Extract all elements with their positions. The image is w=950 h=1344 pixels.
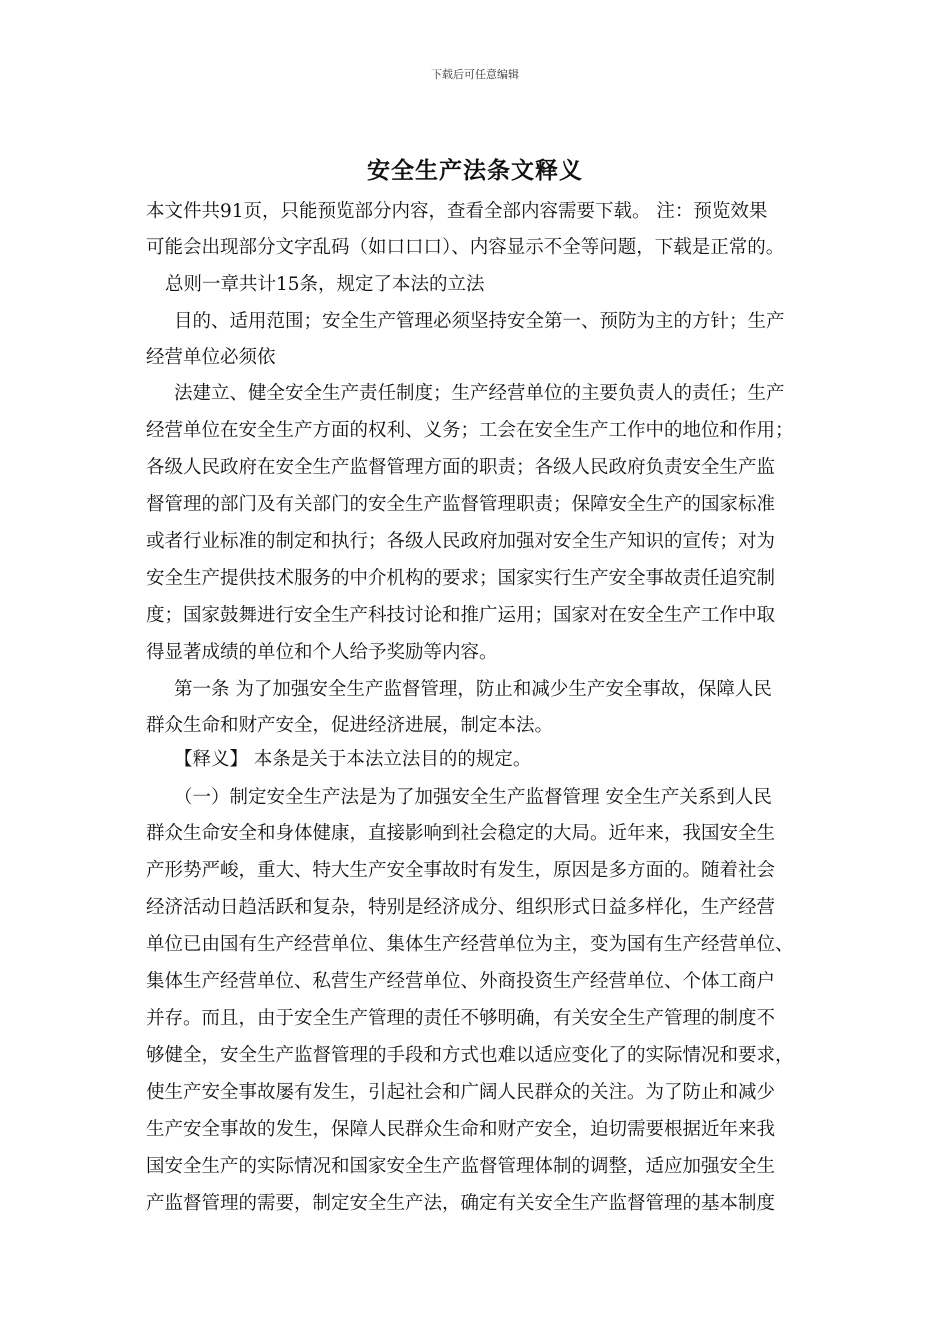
text-line: 生产安全事故的发生，保障人民群众生命和财产安全，迫切需要根据近年来我 — [146, 1119, 776, 1140]
page-header: 下载后可任意编辑 — [431, 68, 519, 81]
text-line: 经营单位在安全生产方面的权利、义务；工会在安全生产工作中的地位和作用； — [146, 420, 794, 441]
text-line: 或者行业标准的制定和执行；各级人民政府加强对安全生产知识的宣传；对为 — [146, 531, 776, 552]
text-line: 得显著成绩的单位和个人给予奖励等内容。 — [146, 642, 498, 663]
text-line: 够健全，安全生产监督管理的手段和方式也难以适应变化了的实际情况和要求， — [146, 1045, 794, 1066]
text-line: 群众生命和财产安全，促进经济进展，制定本法。 — [146, 715, 554, 736]
text-line: 经济活动日趋活跃和复杂，特别是经济成分、组织形式日益多样化，生产经营 — [146, 897, 776, 918]
text-line: 安全生产提供技术服务的中介机构的要求；国家实行生产安全事故责任追究制 — [146, 568, 776, 589]
text-line: 群众生命安全和身体健康，直接影响到社会稳定的大局。近年来，我国安全生 — [146, 823, 776, 844]
text-line: 【释义】 本条是关于本法立法目的的规定。 — [174, 749, 532, 770]
text-line: 国安全生产的实际情况和国家安全生产监督管理体制的调整，适应加强安全生 — [146, 1156, 776, 1177]
text-line: （一）制定安全生产法是为了加强安全生产监督管理 安全生产关系到人民 — [174, 787, 772, 808]
text-line: 产形势严峻，重大、特大生产安全事故时有发生，原因是多方面的。随着社会 — [146, 860, 776, 881]
text-line: 法建立、健全安全生产责任制度；生产经营单位的主要负责人的责任；生产 — [174, 383, 785, 404]
text-line: 目的、适用范围；安全生产管理必须坚持安全第一、预防为主的方针；生产 — [174, 311, 785, 332]
text-line: 单位已由国有生产经营单位、集体生产经营单位为主，变为国有生产经营单位、 — [146, 934, 794, 955]
document-title: 安全生产法条文释义 — [367, 157, 583, 184]
text-line: 产监督管理的需要，制定安全生产法，确定有关安全生产监督管理的基本制度 — [146, 1193, 776, 1214]
text-line: 第一条 为了加强安全生产监督管理，防止和减少生产安全事故，保障人民 — [174, 679, 772, 700]
text-line: 可能会出现部分文字乱码（如口口口）、内容显示不全等问题，下载是正常的。 — [146, 237, 785, 258]
text-line: 总则一章共计15条，规定了本法的立法 — [165, 274, 485, 295]
text-line: 督管理的部门及有关部门的安全生产监督管理职责；保障安全生产的国家标准 — [146, 494, 776, 515]
text-line: 经营单位必须依 — [146, 347, 276, 368]
text-line: 度；国家鼓舞进行安全生产科技讨论和推广运用；国家对在安全生产工作中取 — [146, 605, 776, 626]
text-line: 并存。而且，由于安全生产管理的责任不够明确，有关安全生产管理的制度不 — [146, 1008, 776, 1029]
text-line: 使生产安全事故屡有发生，引起社会和广阔人民群众的关注。为了防止和减少 — [146, 1082, 776, 1103]
text-line: 集体生产经营单位、私营生产经营单位、外商投资生产经营单位、个体工商户 — [146, 971, 776, 992]
text-line: 本文件共91页，只能预览部分内容，查看全部内容需要下载。 注：预览效果 — [146, 201, 768, 222]
text-line: 各级人民政府在安全生产监督管理方面的职责；各级人民政府负责安全生产监 — [146, 457, 776, 478]
